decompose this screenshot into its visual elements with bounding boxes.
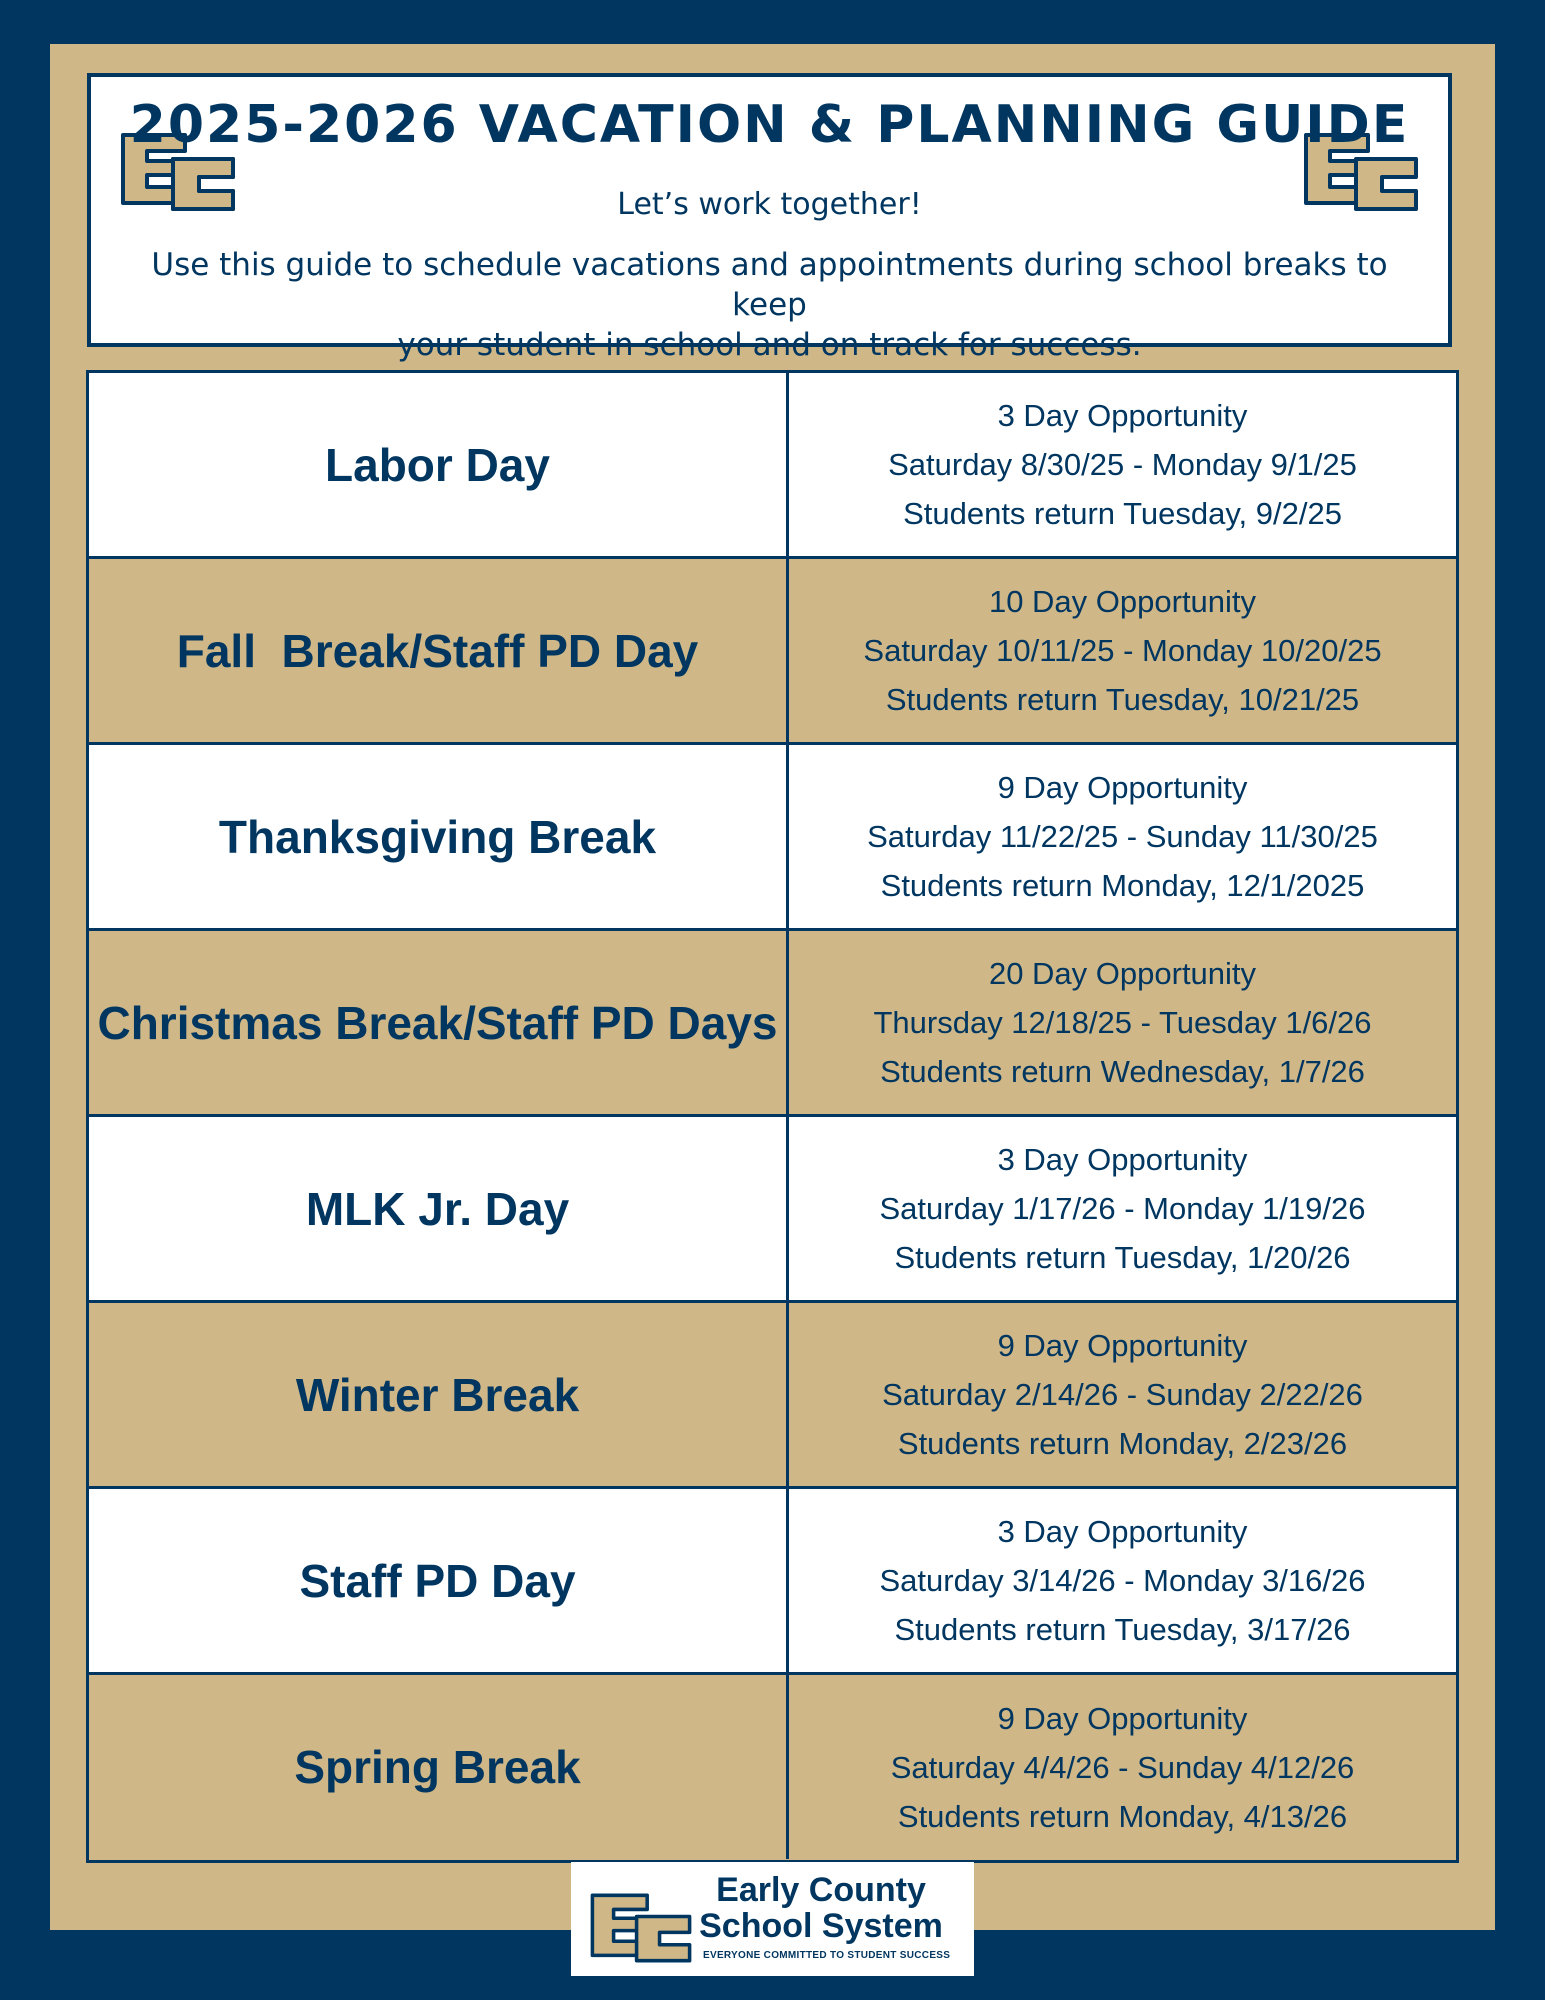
break-return: Students return Monday, 4/13/26 <box>897 1798 1348 1834</box>
break-return: Students return Monday, 12/1/2025 <box>880 868 1365 903</box>
break-dates: Saturday 4/4/26 - Sunday 4/12/26 <box>890 1749 1355 1785</box>
school-system-name <box>671 1872 971 1944</box>
break-return: Students return Tuesday, 10/21/25 <box>885 682 1360 717</box>
break-details <box>789 1675 1456 1859</box>
guide-header <box>87 73 1452 363</box>
break-return: Students return Tuesday, 9/2/25 <box>903 496 1342 531</box>
break-return: Students return Monday, 2/23/26 <box>897 1426 1348 1461</box>
break-dates: Saturday 11/22/25 - Sunday 11/30/25 <box>867 819 1378 854</box>
break-opportunity: 9 Day Opportunity <box>997 1700 1248 1736</box>
break-details <box>789 1489 1456 1672</box>
breaks-table <box>86 370 1459 1863</box>
break-name: Winter Break <box>89 1303 789 1486</box>
table-row <box>89 559 1456 745</box>
break-name: Fall Break/Staff PD Day <box>89 559 789 742</box>
intro-line: Use this guide to schedule vacations and appointments during school breaks to keep <box>151 247 1388 323</box>
school-system-name-line: Early County <box>716 1871 926 1909</box>
break-dates: Saturday 1/17/26 - Monday 1/19/26 <box>879 1191 1366 1226</box>
table-row <box>89 373 1456 559</box>
break-name: Spring Break <box>89 1675 789 1859</box>
break-opportunity: 9 Day Opportunity <box>997 770 1248 805</box>
school-system-name-line: School System <box>699 1907 943 1945</box>
break-dates: Saturday 3/14/26 - Monday 3/16/26 <box>879 1563 1366 1598</box>
break-return: Students return Tuesday, 3/17/26 <box>894 1612 1351 1647</box>
break-name: Christmas Break/Staff PD Days <box>89 931 789 1114</box>
school-system-logo <box>571 1862 974 1976</box>
break-details <box>789 1117 1456 1300</box>
break-opportunity: 3 Day Opportunity <box>997 1514 1248 1549</box>
break-opportunity: 9 Day Opportunity <box>997 1328 1248 1363</box>
break-opportunity: 10 Day Opportunity <box>988 584 1257 619</box>
table-row <box>89 1117 1456 1303</box>
break-dates: Thursday 12/18/25 - Tuesday 1/6/26 <box>873 1005 1372 1040</box>
break-details <box>789 745 1456 928</box>
break-opportunity: 3 Day Opportunity <box>997 1142 1248 1177</box>
break-dates: Saturday 10/11/25 - Monday 10/20/25 <box>863 633 1382 668</box>
school-system-tagline: EVERYONE COMMITTED TO STUDENT SUCCESS <box>703 1950 951 1961</box>
break-name: Staff PD Day <box>89 1489 789 1672</box>
break-return: Students return Wednesday, 1/7/26 <box>880 1054 1365 1089</box>
break-details <box>789 931 1456 1114</box>
table-row <box>89 745 1456 931</box>
page-subtitle: Let’s work together! <box>617 187 922 222</box>
break-dates: Saturday 8/30/25 - Monday 9/1/25 <box>888 447 1357 482</box>
break-name: Thanksgiving Break <box>89 745 789 928</box>
break-name: MLK Jr. Day <box>89 1117 789 1300</box>
page-title: 2025-2026 VACATION & PLANNING GUIDE <box>129 95 1410 155</box>
intro-line: your student in school and on track for success. <box>397 327 1142 363</box>
table-row <box>89 931 1456 1117</box>
break-details <box>789 373 1456 556</box>
table-row <box>89 1303 1456 1489</box>
break-details <box>789 1303 1456 1486</box>
break-dates: Saturday 2/14/26 - Sunday 2/22/26 <box>882 1377 1363 1412</box>
break-name: Labor Day <box>89 373 789 556</box>
table-row <box>89 1675 1456 1859</box>
intro-text <box>121 245 1418 365</box>
break-return: Students return Tuesday, 1/20/26 <box>894 1240 1351 1275</box>
break-opportunity: 3 Day Opportunity <box>997 398 1248 433</box>
table-row <box>89 1489 1456 1675</box>
break-details <box>789 559 1456 742</box>
break-opportunity: 20 Day Opportunity <box>988 956 1257 991</box>
